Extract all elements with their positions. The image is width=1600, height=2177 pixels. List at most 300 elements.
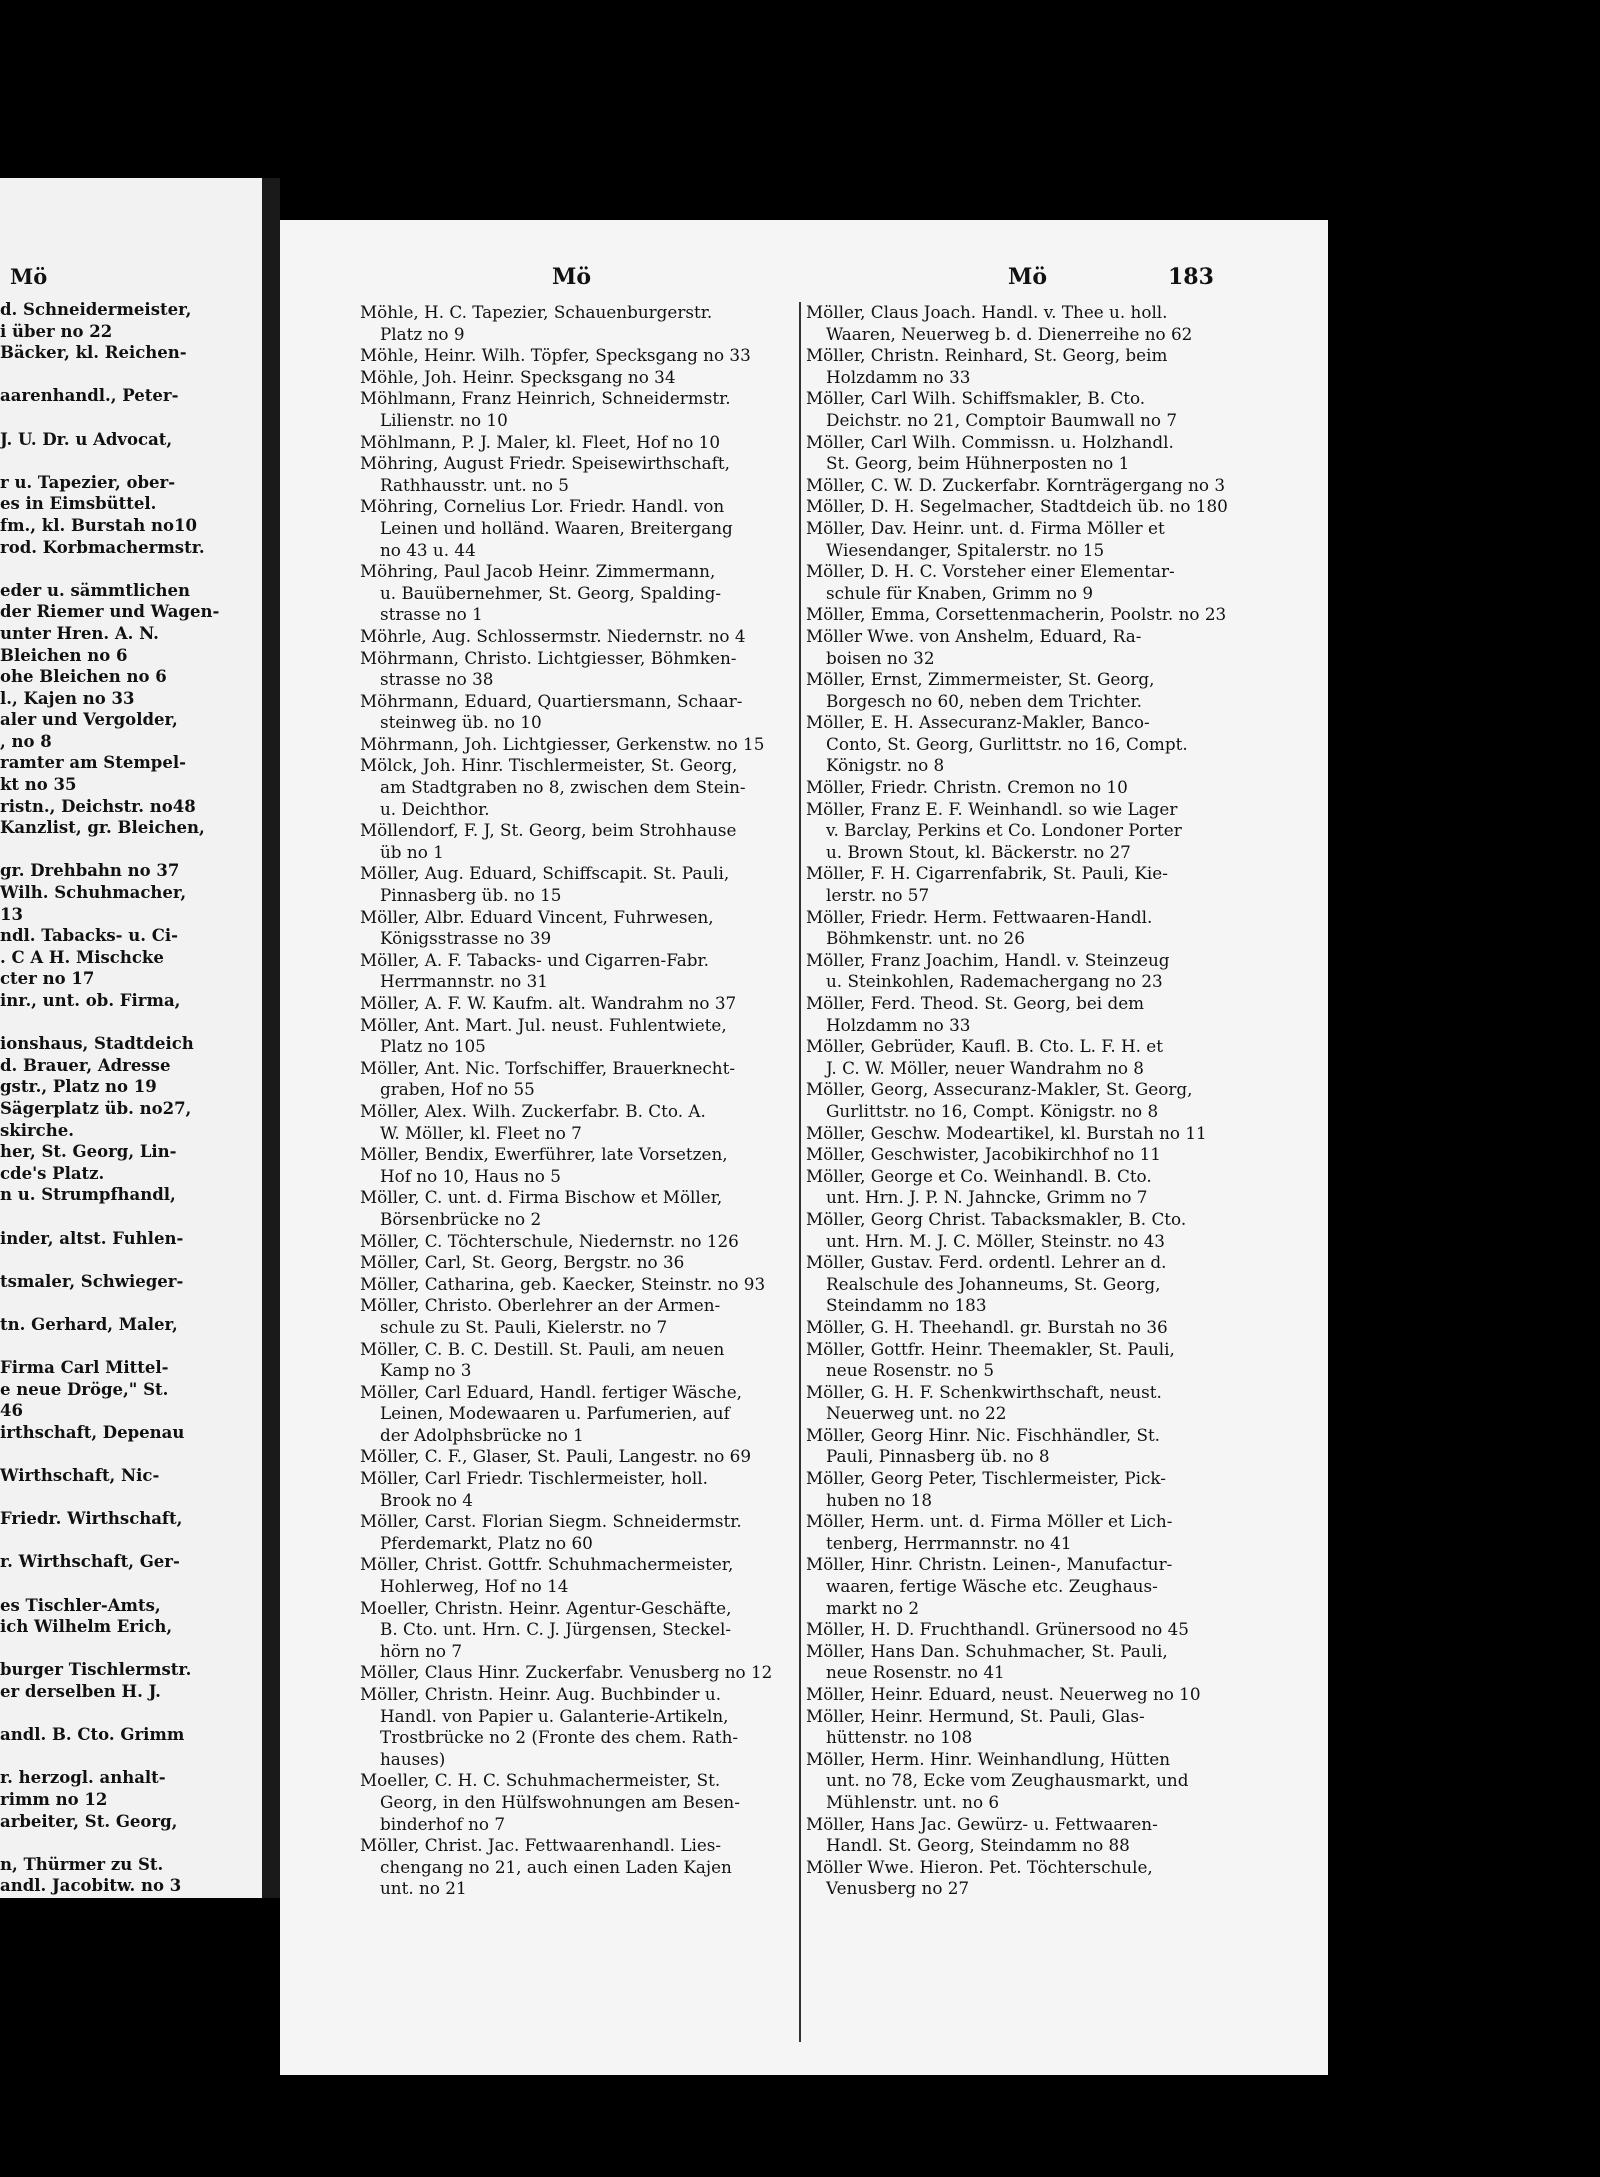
entry-name-line: Möller, Hans Dan. Schuhmacher, St. Pauli,	[806, 1640, 1168, 1661]
entry-name-line: Möller, Georg Christ. Tabacksmakler, B. Cto.	[806, 1208, 1187, 1229]
directory-entry	[806, 1166, 1258, 1209]
entry-name-line: Möller, Christ. Gottfr. Schuhmachermeister,	[360, 1554, 734, 1575]
directory-entry	[806, 993, 1258, 1036]
left-page-line	[0, 450, 262, 472]
left-page-line: kt no 35	[0, 775, 77, 795]
directory-entry	[806, 388, 1258, 431]
left-page-line: gr. Drehbahn no 37	[0, 861, 180, 881]
entry-name-line: Möller, Carl, St. Georg, Bergstr. no 36	[360, 1252, 685, 1273]
entry-continuation-line: v. Barclay, Perkins et Co. Londoner Porter	[826, 820, 1182, 841]
directory-entry	[806, 1036, 1258, 1079]
directory-entry	[360, 907, 805, 950]
entry-continuation-line: Börsenbrücke no 2	[380, 1208, 542, 1229]
entry-continuation-line: neue Rosenstr. no 5	[826, 1360, 995, 1381]
left-page-line: gstr., Platz no 19	[0, 1077, 157, 1097]
left-page-line: inder, altst. Fuhlen-	[0, 1228, 184, 1248]
left-page-line: arbeiter, St. Georg,	[0, 1811, 178, 1831]
left-page-line: . C A H. Mischcke	[0, 947, 164, 967]
entry-continuation-line: lerstr. no 57	[826, 885, 930, 906]
directory-entry	[360, 1187, 805, 1230]
entry-continuation-line: u. Steinkohlen, Rademachergang no 23	[826, 971, 1163, 992]
directory-entry	[360, 367, 805, 389]
left-page-line	[0, 1249, 262, 1271]
entry-name-line: Möller, Carl Wilh. Commissn. u. Holzhandl.	[806, 431, 1174, 452]
left-page-line: , no 8	[0, 731, 52, 751]
entry-name-line: Möhrmann, Christo. Lichtgiesser, Böhmken-	[360, 647, 737, 668]
directory-page	[280, 220, 1328, 2075]
left-page-line: cter no 17	[0, 969, 95, 989]
directory-entry	[806, 1079, 1258, 1122]
entry-name-line: Möhlmann, P. J. Maler, kl. Fleet, Hof no 10	[360, 431, 721, 452]
entry-continuation-line: unt. Hrn. M. J. C. Möller, Steinstr. no 43	[826, 1230, 1165, 1251]
directory-entry	[360, 1446, 805, 1468]
entry-continuation-line: steinweg üb. no 10	[380, 712, 542, 733]
entry-continuation-line: chengang no 21, auch einen Laden Kajen	[380, 1856, 732, 1877]
directory-entry	[360, 453, 805, 496]
entry-continuation-line: Leinen, Modewaaren u. Parfumerien, auf	[380, 1403, 730, 1424]
directory-column-right	[806, 302, 1258, 1900]
directory-entry	[360, 561, 805, 626]
entry-continuation-line: Hohlerweg, Hof no 14	[380, 1576, 569, 1597]
entry-name-line: Möller, Georg Peter, Tischlermeister, Pick-	[806, 1468, 1166, 1489]
entry-continuation-line: Trostbrücke no 2 (Fronte des chem. Rath-	[380, 1727, 739, 1748]
entry-name-line: Möller, Gottfr. Heinr. Theemakler, St. Pauli,	[806, 1338, 1175, 1359]
entry-name-line: Möller, Carl Friedr. Tischlermeister, holl.	[360, 1468, 708, 1489]
entry-name-line: Mölck, Joh. Hinr. Tischlermeister, St. Georg,	[360, 755, 738, 776]
left-page-line	[0, 1530, 262, 1552]
entry-name-line: Möller, Heinr. Hermund, St. Pauli, Glas-	[806, 1705, 1145, 1726]
directory-entry	[806, 907, 1258, 950]
entry-name-line: Möller, G. H. Theehandl. gr. Burstah no 36	[806, 1316, 1168, 1337]
entry-continuation-line: der Adolphsbrücke no 1	[380, 1424, 584, 1445]
entry-continuation-line: hörn no 7	[380, 1640, 462, 1661]
directory-entry	[806, 863, 1258, 906]
entry-name-line: Möller, C. W. D. Zuckerfabr. Kornträgergang no 3	[806, 474, 1226, 495]
left-page-line: er derselben H. J.	[0, 1682, 161, 1701]
directory-entry	[360, 993, 805, 1015]
directory-entry	[806, 1749, 1258, 1814]
directory-entry	[360, 345, 805, 367]
entry-name-line: Möhrmann, Eduard, Quartiersmann, Schaar-	[360, 690, 743, 711]
directory-entry	[806, 669, 1258, 712]
left-page-line: cde's Platz.	[0, 1163, 105, 1183]
entry-name-line: Möller, Christ. Jac. Fettwaarenhandl. Lies-	[360, 1835, 722, 1856]
entry-continuation-line: Venusberg no 27	[826, 1878, 970, 1899]
entry-name-line: Möller, Herm. unt. d. Firma Möller et Lich-	[806, 1511, 1173, 1532]
entry-name-line: Möller, Claus Joach. Handl. v. Thee u. holl.	[806, 302, 1168, 322]
entry-name-line: Möller, Carst. Florian Siegm. Schneidermstr.	[360, 1511, 742, 1532]
directory-column-left	[360, 302, 805, 1900]
directory-entry	[806, 518, 1258, 561]
left-page-line	[0, 1336, 262, 1358]
column-rule	[799, 302, 801, 2042]
left-page-line: rod. Korbmachermstr.	[0, 537, 205, 557]
left-page-fragment	[0, 178, 262, 1898]
left-page-line: burger Tischlermstr.	[0, 1660, 192, 1680]
entry-continuation-line: St. Georg, beim Hühnerposten no 1	[826, 453, 1130, 474]
left-page-line: Firma Carl Mittel-	[0, 1358, 169, 1378]
entry-continuation-line: Rathhausstr. unt. no 5	[380, 474, 569, 495]
entry-continuation-line: unt. no 21	[380, 1878, 467, 1899]
directory-entry	[806, 1425, 1258, 1468]
directory-entry	[806, 345, 1258, 388]
directory-entry	[360, 863, 805, 906]
left-page-line: unter Hren. A. N.	[0, 623, 159, 643]
entry-name-line: Möller, Ant. Mart. Jul. neust. Fuhlentwiete,	[360, 1014, 727, 1035]
entry-continuation-line: markt no 2	[826, 1597, 920, 1618]
entry-continuation-line: Kamp no 3	[380, 1360, 472, 1381]
entry-continuation-line: binderhof no 7	[380, 1813, 505, 1834]
entry-name-line: Möller, Hinr. Christn. Leinen-, Manufactur-	[806, 1554, 1173, 1575]
entry-continuation-line: Neuerweg unt. no 22	[826, 1403, 1007, 1424]
directory-entry	[806, 1468, 1258, 1511]
left-page-line: d. Schneidermeister,	[0, 300, 192, 319]
left-page-line: Bäcker, kl. Reichen-	[0, 343, 187, 363]
left-page-line: ristn., Deichstr. no48	[0, 796, 196, 816]
directory-entry	[360, 1382, 805, 1447]
directory-entry	[806, 302, 1258, 345]
directory-entry	[360, 820, 805, 863]
entry-continuation-line: strasse no 38	[380, 669, 494, 690]
left-page-line	[0, 1443, 262, 1465]
entry-continuation-line: boisen no 32	[826, 647, 935, 668]
left-page-line: ionshaus, Stadtdeich	[0, 1034, 194, 1054]
entry-continuation-line: B. Cto. unt. Hrn. C. J. Jürgensen, Steckel-	[380, 1619, 731, 1640]
left-page-line: r. Wirthschaft, Ger-	[0, 1552, 180, 1572]
entry-name-line: Möller, Christo. Oberlehrer an der Armen-	[360, 1295, 721, 1316]
left-page-line	[0, 1206, 262, 1228]
left-page-line	[0, 1746, 262, 1768]
directory-entry	[806, 496, 1258, 518]
entry-continuation-line: schule zu St. Pauli, Kielerstr. no 7	[380, 1316, 668, 1337]
left-page-line	[0, 407, 262, 429]
left-page-line: ich Wilhelm Erich,	[0, 1617, 173, 1637]
entry-name-line: Möller, Bendix, Ewerführer, late Vorsetzen,	[360, 1144, 728, 1165]
left-page-line: 46	[0, 1401, 23, 1421]
entry-name-line: Möller, George et Co. Weinhandl. B. Cto.	[806, 1165, 1152, 1186]
directory-entry	[806, 777, 1258, 799]
left-page-line	[0, 839, 262, 861]
entry-name-line: Möller, Heinr. Eduard, neust. Neuerweg no 10	[806, 1684, 1201, 1704]
entry-continuation-line: u. Deichthor.	[380, 798, 490, 819]
entry-name-line: Möller, Friedr. Herm. Fettwaaren-Handl.	[806, 906, 1153, 927]
entry-name-line: Möhring, Paul Jacob Heinr. Zimmermann,	[360, 561, 716, 582]
entry-continuation-line: W. Möller, kl. Fleet no 7	[380, 1122, 582, 1143]
entry-name-line: Möller, Christn. Heinr. Aug. Buchbinder u.	[360, 1684, 722, 1704]
entry-name-line: Möller, Gustav. Ferd. ordentl. Lehrer an d.	[806, 1252, 1167, 1273]
left-page-line: der Riemer und Wagen-	[0, 602, 220, 622]
entry-continuation-line: strasse no 1	[380, 604, 483, 625]
entry-continuation-line: Mühlenstr. unt. no 6	[826, 1791, 1000, 1812]
left-page-line: tsmaler, Schwieger-	[0, 1271, 184, 1291]
entry-continuation-line: u. Brown Stout, kl. Bäckerstr. no 27	[826, 841, 1131, 862]
entry-name-line: Möller Wwe. Hieron. Pet. Töchterschule,	[806, 1856, 1153, 1877]
left-page-line	[0, 558, 262, 580]
entry-name-line: Möller, Dav. Heinr. unt. d. Firma Möller et	[806, 517, 1165, 538]
entry-name-line: Möller, C. B. C. Destill. St. Pauli, am neuen	[360, 1338, 725, 1359]
directory-entry	[360, 1339, 805, 1382]
left-page-line: Bleichen no 6	[0, 645, 128, 665]
entry-name-line: Möller, G. H. F. Schenkwirthschaft, neust.	[806, 1381, 1162, 1402]
left-page-line: es in Eimsbüttel.	[0, 494, 157, 514]
entry-continuation-line: Pinnasberg üb. no 15	[380, 885, 562, 906]
entry-name-line: Möller, Georg Hinr. Nic. Fischhändler, St.	[806, 1424, 1161, 1445]
entry-continuation-line: huben no 18	[826, 1489, 933, 1510]
entry-name-line: Möller, Geschw. Modeartikel, kl. Burstah no 11	[806, 1122, 1207, 1143]
left-page-line	[0, 364, 262, 386]
entry-continuation-line: unt. Hrn. J. P. N. Jahncke, Grimm no 7	[826, 1187, 1148, 1208]
directory-entry	[360, 648, 805, 691]
entry-name-line: Möller, Ferd. Theod. St. Georg, bei dem	[806, 993, 1145, 1013]
directory-entry	[806, 561, 1258, 604]
left-page-line: Wilh. Schuhmacher,	[0, 883, 187, 903]
entry-name-line: Möller, Franz E. F. Weinhandl. so wie Lager	[806, 798, 1178, 819]
left-page-line	[0, 1703, 262, 1725]
left-page-line: Kanzlist, gr. Bleichen,	[0, 818, 205, 838]
directory-entry	[360, 1231, 805, 1253]
entry-name-line: Möller, E. H. Assecuranz-Makler, Banco-	[806, 712, 1150, 733]
entry-name-line: Möhrle, Aug. Schlossermstr. Niedernstr. no 4	[360, 625, 746, 646]
directory-entry	[360, 1554, 805, 1597]
running-head	[280, 264, 1328, 294]
left-page-line: andl. B. Cto. Grimm	[0, 1725, 185, 1745]
left-page-line: her, St. Georg, Lin-	[0, 1142, 177, 1162]
entry-continuation-line: Pferdemarkt, Platz no 60	[380, 1532, 593, 1553]
entry-continuation-line: Deichstr. no 21, Comptoir Baumwall no 7	[826, 409, 1178, 430]
entry-name-line: Moeller, C. H. C. Schuhmachermeister, St.	[360, 1770, 721, 1791]
directory-entry	[360, 1101, 805, 1144]
entry-name-line: Möller, Claus Hinr. Zuckerfabr. Venusberg no 12	[360, 1662, 773, 1683]
entry-name-line: Möller, A. F. Tabacks- und Cigarren-Fabr.	[360, 949, 709, 970]
directory-entry	[360, 1295, 805, 1338]
entry-continuation-line: Hof no 10, Haus no 5	[380, 1165, 561, 1186]
directory-entry	[806, 1706, 1258, 1749]
left-page-line: irthschaft, Depenau	[0, 1422, 185, 1442]
directory-entry	[360, 432, 805, 454]
book-gutter	[262, 178, 280, 1898]
entry-continuation-line: Holzdamm no 33	[826, 366, 971, 387]
entry-continuation-line: Lilienstr. no 10	[380, 409, 508, 430]
directory-entry	[360, 1598, 805, 1663]
entry-continuation-line: Realschule des Johanneums, St. Georg,	[826, 1273, 1161, 1294]
entry-continuation-line: unt. no 78, Ecke vom Zeughausmarkt, und	[826, 1770, 1189, 1791]
left-page-line: aarenhandl., Peter-	[0, 386, 179, 406]
entry-name-line: Möller, C. Töchterschule, Niedernstr. no 126	[360, 1230, 739, 1251]
entry-continuation-line: Böhmkenstr. unt. no 26	[826, 928, 1025, 949]
left-page-line	[0, 1832, 262, 1854]
left-page-line: rimm no 12	[0, 1789, 108, 1809]
entry-name-line: Möller, Emma, Corsettenmacherin, Poolstr. no 23	[806, 604, 1227, 625]
directory-entry	[360, 1144, 805, 1187]
left-page-line: r u. Tapezier, ober-	[0, 472, 176, 492]
entry-continuation-line: Holzdamm no 33	[826, 1014, 971, 1035]
entry-name-line: Möller, Herm. Hinr. Weinhandlung, Hütten	[806, 1748, 1171, 1769]
directory-entry	[360, 496, 805, 561]
left-page-line: inr., unt. ob. Firma,	[0, 991, 181, 1010]
entry-continuation-line: Königsstrasse no 39	[380, 928, 552, 949]
entry-name-line: Möhle, Heinr. Wilh. Töpfer, Specksgang no 33	[360, 345, 751, 366]
directory-entry	[806, 950, 1258, 993]
running-head-left: Mö	[552, 264, 592, 290]
entry-continuation-line: Leinen und holländ. Waaren, Breitergang	[380, 517, 733, 538]
left-page-header: Mö	[10, 264, 48, 289]
directory-entry	[360, 626, 805, 648]
directory-entry	[806, 1317, 1258, 1339]
entry-name-line: Möller, Carl Eduard, Handl. fertiger Wäsche,	[360, 1381, 743, 1402]
entry-name-line: Möller, H. D. Fruchthandl. Grünersood no 45	[806, 1619, 1189, 1640]
left-page-line: n, Thürmer zu St.	[0, 1854, 164, 1874]
entry-continuation-line: Platz no 9	[380, 323, 465, 344]
entry-name-line: Moeller, Christn. Heinr. Agentur-Geschäfte,	[360, 1597, 732, 1618]
directory-entry	[806, 626, 1258, 669]
left-page-line: andl. Jacobitw. no 3	[0, 1876, 182, 1896]
entry-continuation-line: u. Bauübernehmer, St. Georg, Spalding-	[380, 582, 722, 603]
entry-continuation-line: Gurlittstr. no 16, Compt. Königstr. no 8	[826, 1100, 1159, 1121]
entry-continuation-line: hüttenstr. no 108	[826, 1727, 973, 1748]
left-page-line: d. Brauer, Adresse	[0, 1055, 171, 1075]
directory-entry	[806, 1641, 1258, 1684]
entry-name-line: Möller Wwe. von Anshelm, Eduard, Ra-	[806, 625, 1142, 646]
directory-entry	[360, 755, 805, 820]
directory-entry	[806, 1814, 1258, 1857]
left-page-line: i über no 22	[0, 321, 113, 341]
entry-name-line: Möller, D. H. Segelmacher, Stadtdeich üb. no 180	[806, 496, 1228, 517]
directory-entry	[806, 1382, 1258, 1425]
running-head-center: Mö	[1008, 264, 1048, 290]
entry-name-line: Möller, Georg, Assecuranz-Makler, St. Georg,	[806, 1079, 1193, 1100]
entry-continuation-line: schule für Knaben, Grimm no 9	[826, 582, 1094, 603]
entry-name-line: Möller, C. F., Glaser, St. Pauli, Langestr. no 69	[360, 1446, 751, 1467]
directory-entry	[806, 712, 1258, 777]
left-page-lines	[0, 299, 262, 1897]
entry-continuation-line: üb no 1	[380, 841, 444, 862]
left-page-line: ohe Bleichen no 6	[0, 667, 167, 687]
entry-continuation-line: Borgesch no 60, neben dem Trichter.	[826, 690, 1142, 711]
entry-name-line: Möhrmann, Joh. Lichtgiesser, Gerkenstw. no 15	[360, 733, 765, 754]
directory-entry	[806, 1144, 1258, 1166]
directory-entry	[360, 1274, 805, 1296]
entry-continuation-line: Handl. St. Georg, Steindamm no 88	[826, 1835, 1130, 1856]
entry-name-line: Möller, Aug. Eduard, Schiffscapit. St. Pauli,	[360, 863, 730, 884]
entry-name-line: Möhle, H. C. Tapezier, Schauenburgerstr.	[360, 302, 713, 322]
entry-name-line: Möller, Hans Jac. Gewürz- u. Fettwaaren-	[806, 1813, 1158, 1834]
entry-continuation-line: Handl. von Papier u. Galanterie-Artikeln,	[380, 1705, 729, 1726]
directory-entry	[360, 302, 805, 345]
directory-entry	[360, 950, 805, 993]
entry-name-line: Möller, Carl Wilh. Schiffsmakler, B. Cto.	[806, 388, 1146, 409]
left-page-line: Sägerplatz üb. no27,	[0, 1098, 192, 1118]
entry-continuation-line: Herrmannstr. no 31	[380, 971, 548, 992]
entry-continuation-line: Königstr. no 8	[826, 755, 945, 776]
left-page-line: aler und Vergolder,	[0, 710, 178, 730]
directory-entry	[806, 799, 1258, 864]
entry-continuation-line: J. C. W. Möller, neuer Wandrahm no 8	[826, 1057, 1144, 1078]
entry-name-line: Möhle, Joh. Heinr. Specksgang no 34	[360, 366, 676, 387]
entry-continuation-line: Conto, St. Georg, Gurlittstr. no 16, Compt.	[826, 733, 1188, 754]
entry-name-line: Möhlmann, Franz Heinrich, Schneidermstr.	[360, 388, 731, 409]
left-page-line: J. U. Dr. u Advocat,	[0, 429, 173, 449]
entry-name-line: Möller, A. F. W. Kaufm. alt. Wandrahm no 37	[360, 993, 737, 1013]
entry-continuation-line: am Stadtgraben no 8, zwischen dem Stein-	[380, 777, 746, 798]
entry-name-line: Möller, Ant. Nic. Torfschiffer, Brauerknecht-	[360, 1057, 736, 1078]
left-page-line: l., Kajen no 33	[0, 688, 135, 708]
directory-entry	[806, 1123, 1258, 1145]
directory-entry	[806, 1554, 1258, 1619]
directory-entry	[806, 1511, 1258, 1554]
entry-continuation-line: neue Rosenstr. no 41	[826, 1662, 1005, 1683]
left-page-line	[0, 1638, 262, 1660]
directory-entry	[360, 1684, 805, 1770]
entry-continuation-line: Platz no 105	[380, 1036, 486, 1057]
left-page-line	[0, 1487, 262, 1509]
entry-continuation-line: Georg, in den Hülfswohnungen am Besen-	[380, 1791, 740, 1812]
entry-continuation-line: Wiesendanger, Spitalerstr. no 15	[826, 539, 1105, 560]
left-page-line: eder u. sämmtlichen	[0, 580, 191, 600]
entry-continuation-line: tenberg, Herrmannstr. no 41	[826, 1532, 1072, 1553]
left-page-line	[0, 1573, 262, 1595]
entry-name-line: Möller, Ernst, Zimmermeister, St. Georg,	[806, 669, 1155, 690]
entry-name-line: Möllendorf, F. J, St. Georg, beim Strohhause	[360, 820, 737, 841]
left-page-line	[0, 1012, 262, 1034]
directory-entry	[806, 1339, 1258, 1382]
entry-continuation-line: waaren, fertige Wäsche etc. Zeughaus-	[826, 1576, 1158, 1597]
directory-entry	[360, 388, 805, 431]
entry-continuation-line: no 43 u. 44	[380, 539, 476, 560]
directory-entry	[806, 1209, 1258, 1252]
entry-continuation-line: Brook no 4	[380, 1489, 473, 1510]
directory-entry	[360, 734, 805, 756]
entry-continuation-line: graben, Hof no 55	[380, 1079, 535, 1100]
directory-entry	[360, 1835, 805, 1900]
left-page-line: skirche.	[0, 1120, 74, 1140]
directory-entry	[360, 1058, 805, 1101]
left-page-line: ramter am Stempel-	[0, 753, 186, 773]
directory-entry	[360, 691, 805, 734]
directory-entry	[360, 1770, 805, 1835]
directory-entry	[360, 1511, 805, 1554]
entry-name-line: Möhring, Cornelius Lor. Friedr. Handl. von	[360, 496, 725, 517]
page-number: 183	[1168, 264, 1214, 290]
left-page-line: r. herzogl. anhalt-	[0, 1768, 166, 1788]
entry-name-line: Möller, Christn. Reinhard, St. Georg, beim	[806, 345, 1168, 366]
left-page-line: Friedr. Wirthschaft,	[0, 1509, 183, 1529]
directory-entry	[806, 1684, 1258, 1706]
entry-name-line: Möller, Alex. Wilh. Zuckerfabr. B. Cto. A.	[360, 1100, 706, 1121]
left-page-line: fm., kl. Burstah no10	[0, 515, 197, 535]
entry-continuation-line: Pauli, Pinnasberg üb. no 8	[826, 1446, 1050, 1467]
left-page-line: e neue Dröge," St.	[0, 1379, 169, 1399]
entry-continuation-line: Waaren, Neuerweg b. d. Dienerreihe no 62	[826, 323, 1193, 344]
directory-entry	[806, 604, 1258, 626]
entry-name-line: Möller, Friedr. Christn. Cremon no 10	[806, 777, 1128, 798]
left-page-line	[0, 1292, 262, 1314]
entry-name-line: Möller, F. H. Cigarrenfabrik, St. Pauli, Kie-	[806, 863, 1168, 884]
directory-entry	[806, 1857, 1258, 1900]
directory-entry	[360, 1015, 805, 1058]
directory-entry	[806, 1252, 1258, 1317]
entry-name-line: Möller, Geschwister, Jacobikirchhof no 11	[806, 1144, 1161, 1165]
entry-name-line: Möller, Catharina, geb. Kaecker, Steinstr. no 93	[360, 1273, 766, 1294]
directory-entry	[360, 1468, 805, 1511]
entry-name-line: Möller, D. H. C. Vorsteher einer Elementar-	[806, 561, 1175, 582]
left-page-line: n u. Strumpfhandl,	[0, 1185, 176, 1205]
directory-entry	[360, 1662, 805, 1684]
directory-entry	[806, 1619, 1258, 1641]
left-page-line: es Tischler-Amts,	[0, 1595, 161, 1615]
entry-name-line: Möller, Albr. Eduard Vincent, Fuhrwesen,	[360, 906, 714, 927]
left-page-line: Wirthschaft, Nic-	[0, 1466, 160, 1486]
left-page-line: 13	[0, 904, 23, 924]
